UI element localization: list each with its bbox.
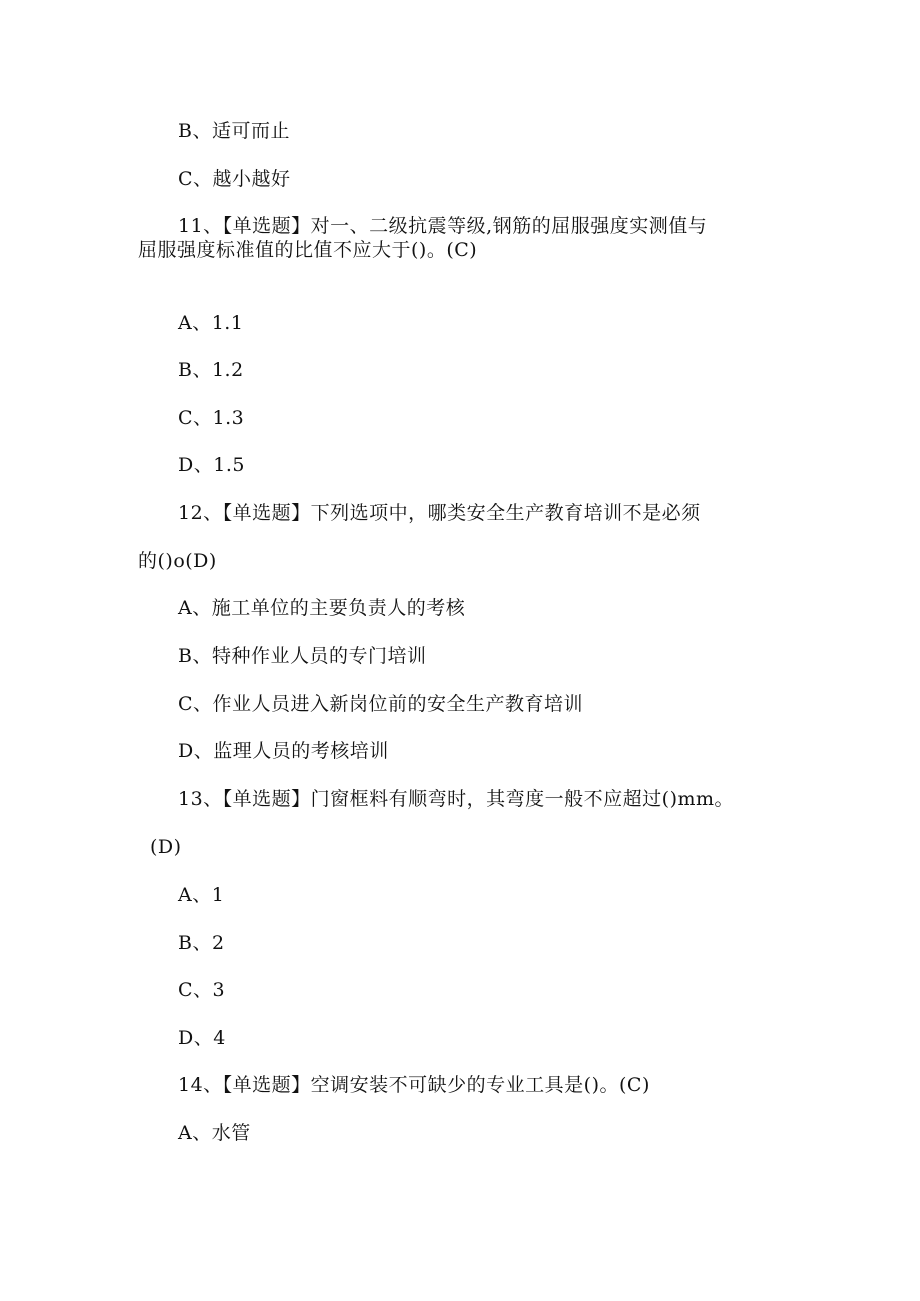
question-14: 14、【单选题】空调安装不可缺少的专业工具是()。(C) [178, 1074, 650, 1096]
option-a-q12: A、施工单位的主要负责人的考核 [178, 597, 466, 619]
option-d-q12: D、监理人员的考核培训 [178, 740, 389, 762]
question-12-continuation: 的()o(D) [138, 550, 217, 572]
option-c-q12: C、作业人员进入新岗位前的安全生产教育培训 [178, 693, 584, 715]
option-b-q11: B、1.2 [178, 359, 244, 381]
option-b-q10: B、适可而止 [178, 120, 290, 142]
option-d-q13: D、4 [178, 1027, 226, 1049]
question-12: 12、【单选题】下列选项中，哪类安全生产教育培训不是必须 [178, 502, 701, 524]
option-b-q13: B、2 [178, 932, 225, 954]
question-11-continuation: 屈服强度标准值的比值不应大于()。(C) [138, 239, 478, 261]
option-c-q11: C、1.3 [178, 407, 245, 429]
option-b-q12: B、特种作业人员的专门培训 [178, 645, 427, 667]
question-13: 13、【单选题】门窗框料有顺弯时，其弯度一般不应超过()mm。 [178, 788, 735, 810]
option-c-q10: C、越小越好 [178, 168, 291, 190]
question-11: 11、【单选题】对一、二级抗震等级,钢筋的屈服强度实测值与 [178, 215, 708, 237]
option-d-q11: D、1.5 [178, 454, 245, 476]
option-c-q13: C、3 [178, 979, 226, 1001]
option-a-q11: A、1.1 [178, 312, 244, 334]
option-a-q14: A、水管 [178, 1122, 251, 1144]
option-a-q13: A、1 [178, 884, 225, 906]
question-13-continuation: (D) [150, 836, 182, 858]
